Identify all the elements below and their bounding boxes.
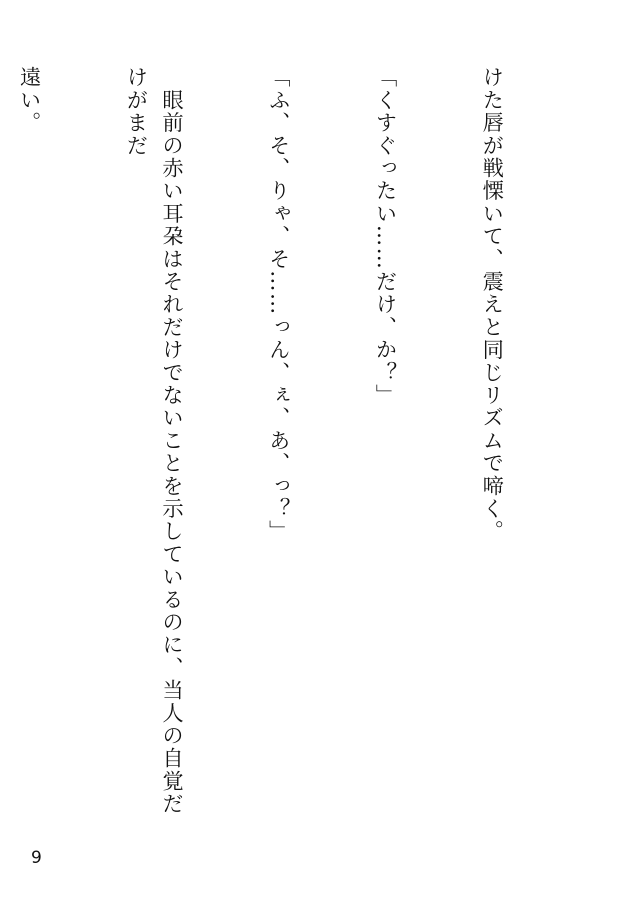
text-line: 「ふ、そ、りゃ、そ……っん、ぇ、あ、っ？」 [265,66,291,543]
vertical-text-block [0,66,580,816]
text-line: 遠い。 [16,66,42,135]
text-line: 眼前の赤い耳朶はそれだけでないことを示しているのに、当人の自覚だけがまだ [122,66,184,816]
page-number: 9 [31,848,42,868]
text-line: けた唇が戦慄いて、震えと同じリズムで啼く。 [478,66,504,543]
text-line: 「くすぐったい……だけ、か？」 [372,66,398,407]
